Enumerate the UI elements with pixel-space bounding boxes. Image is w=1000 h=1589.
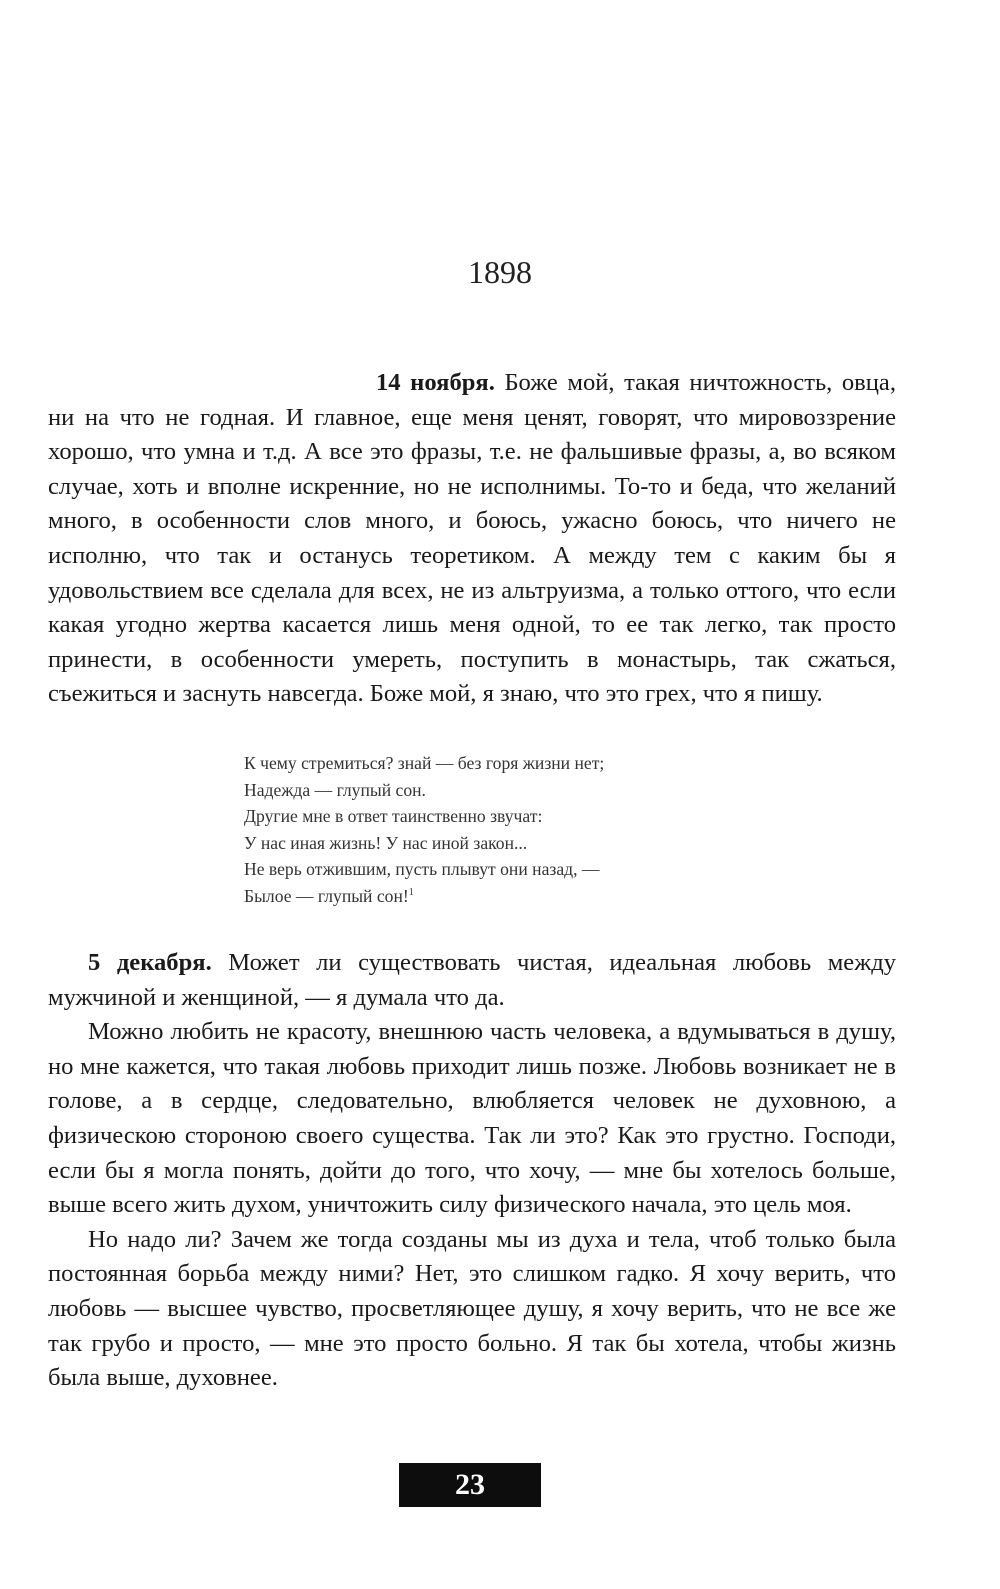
entry-date: 14 ноября. — [376, 369, 495, 396]
entry-text: Может ли существовать чистая, идеальная любовь между мужчиной и женщиной, — я думала что да. — [48, 949, 897, 1011]
diary-entry-nov-14 — [48, 366, 896, 712]
entry-date: 5 декабря. — [88, 949, 212, 976]
entry-text: Боже мой, такая ничтожность, овца, ни на что не годная. И главное, еще меня ценят, говорят, что мировоззрение хорошо, что умна и т.д. А все это фразы, т.е. не фальшивые фразы, а, во всяком случае, хоть и вполне искренние, но не исполнимы. То-то и беда, что желаний много, в особенности слов много, и боюсь, ужасно боюсь, что ничего не исполню, что так и останусь теоретиком. А между тем с каким бы я удовольствием все сделала для всех, не из альтруизма, а только оттого, что если какая угодно жертва касается лишь меня одной, то ее так легко, так просто принести, в особенности умереть, поступить в монастырь, так сжаться, съежиться и заснуть навсегда. Боже мой, я знаю, что это грех, что я пишу. — [48, 369, 896, 708]
poem-quote — [244, 750, 724, 910]
poem-line: К чему стремиться? знай — без горя жизни нет; — [244, 753, 605, 773]
poem-line: Не верь отжившим, пусть плывут они назад, — — [244, 859, 600, 880]
poem-line: Другие мне в ответ таинственно звучат: — [244, 806, 543, 827]
poem-line: Былое — глупый сон! — [244, 885, 409, 906]
poem-line: У нас иная жизнь! У нас иной закон... — [244, 832, 528, 853]
year-heading: 1898 — [468, 254, 532, 290]
diary-entry-dec-5 — [48, 946, 896, 1396]
entry-paragraph: Но надо ли? Зачем же тогда созданы мы из духа и тела, чтоб только была постоянная борьба между ними? Нет, это слишком гадко. Я хочу верить, что любовь — высшее чувство, просветляющее душу, я хочу верить, что не все же так грубо и просто, — мне это просто больно. Я так бы хотела, чтобы жизнь была выше, духовнее. — [48, 1225, 896, 1392]
footnote-marker[interactable]: 1 — [408, 887, 414, 899]
entry-paragraph: Можно любить не красоту, внешнюю часть человека, а вдумываться в душу, но мне кажется, что такая любовь приходит лишь позже. Любовь возникает не в голове, а в сердце, следовательно, влюбляется человек не духовною, а физическою стороною своего существа. Так ли это? Как это грустно. Господи, если бы я могла понять, дойти до того, что хочу, — мне бы хотелось больше, выше всего жить духом, уничтожить силу физического начала, это цель моя. — [48, 1018, 896, 1219]
poem-last-line — [244, 883, 724, 910]
entry-paragraph — [48, 366, 896, 712]
poem-line: Надежда — глупый сон. — [244, 779, 426, 800]
page-number: 23 — [399, 1463, 541, 1507]
entry-paragraph — [48, 946, 896, 1015]
